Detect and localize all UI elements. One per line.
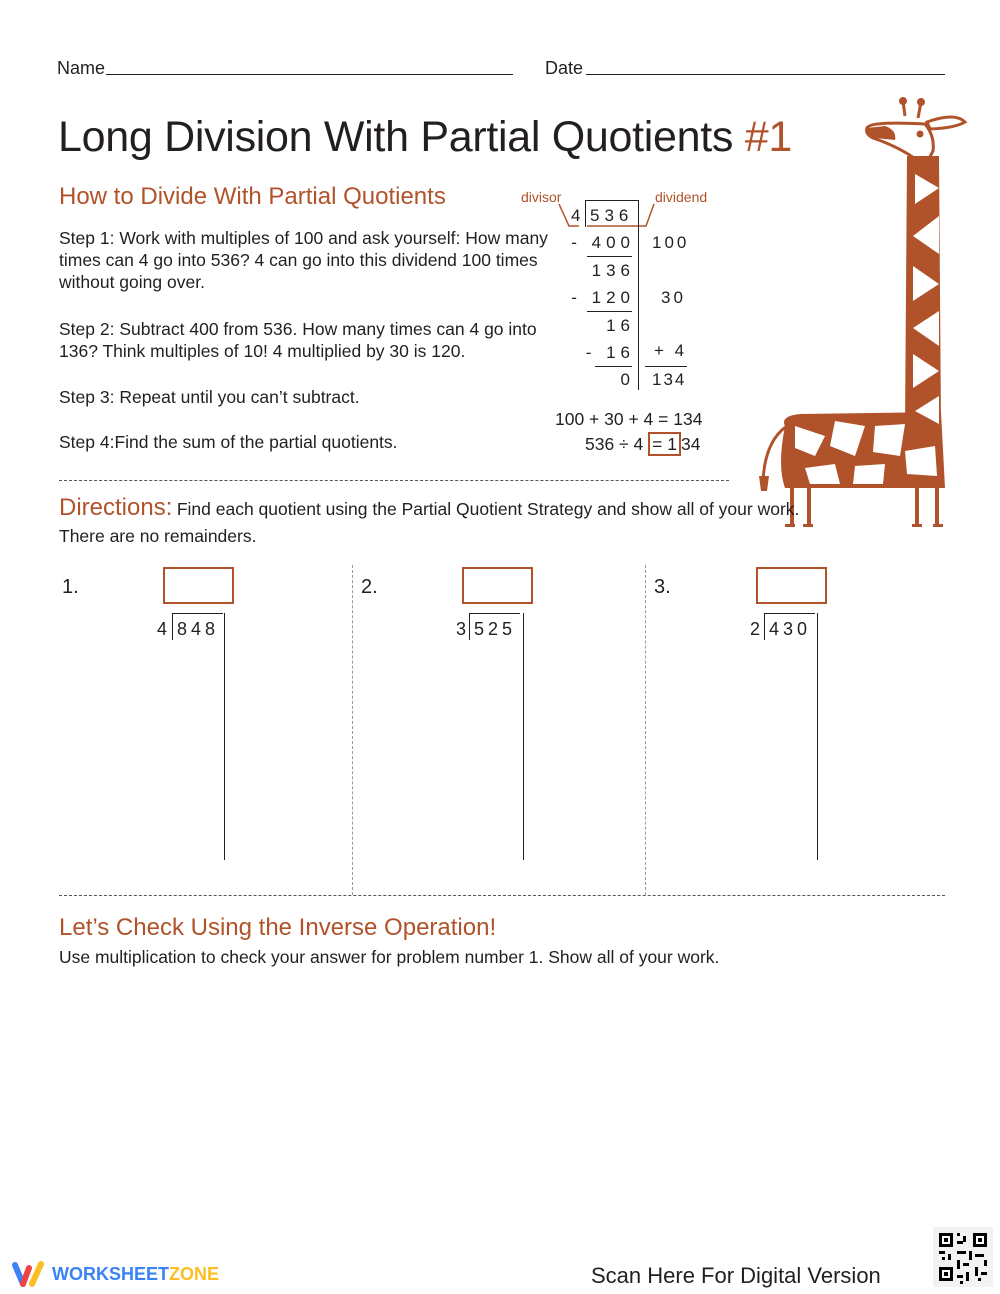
step-4: Step 4:Find the sum of the partial quotients.	[59, 432, 398, 452]
name-field[interactable]	[106, 74, 513, 75]
directions	[59, 494, 799, 522]
date-field[interactable]	[586, 74, 945, 75]
qr-code-icon[interactable]	[933, 1227, 993, 1287]
example-divisor: 4	[571, 206, 581, 225]
directions-text: Find each quotient using the Partial Quotient Strategy and show all of your work.	[176, 499, 800, 519]
example-row-left: - 16	[585, 343, 635, 362]
name-label: Name	[57, 58, 106, 78]
answer-box[interactable]	[756, 567, 827, 604]
check-work-area[interactable]	[59, 980, 945, 1210]
work-line	[224, 613, 225, 860]
example-divider	[638, 200, 639, 390]
check-text: Use multiplication to check your answer for problem number 1. Show all of your work.	[59, 947, 720, 967]
step-2: Step 2: Subtract 400 from 536. How many times can 4 go into 136? Think multiples of 10! 4 multiplied by 30 is 120.	[59, 319, 537, 361]
check-heading: Let’s Check Using the Inverse Operation!	[59, 914, 497, 941]
problem-divisor: 2	[750, 619, 761, 639]
example-row-right: 134	[652, 370, 687, 389]
example-row-left: 136	[591, 261, 635, 280]
final-equation-boxed: = 1	[648, 432, 681, 456]
problem-number: 1.	[62, 576, 79, 598]
example-row-left: - 400	[571, 233, 635, 252]
example-row-left: 16	[606, 316, 635, 335]
scan-text: Scan Here For Digital Version	[591, 1263, 881, 1288]
work-line	[523, 613, 524, 860]
date-label: Date	[545, 58, 584, 78]
brand-name-part1: WORKSHEET	[52, 1263, 169, 1284]
final-equation-right: 34	[680, 434, 701, 454]
divisor-label: divisor	[521, 189, 562, 205]
title-text: Long Division With Partial Quotients	[58, 113, 734, 161]
section-divider	[59, 895, 945, 896]
problem-dividend: 848	[172, 613, 223, 640]
directions-label: Directions:	[59, 494, 173, 521]
title-number: #1	[744, 113, 793, 161]
column-divider	[645, 565, 646, 895]
brand-name-part2: ZONE	[169, 1263, 220, 1284]
problem-number: 2.	[361, 576, 378, 598]
final-equation	[585, 434, 700, 455]
step-1: Step 1: Work with multiples of 100 and ask yourself: How many times can 4 go into 536? 4 can go into this dividend 100 times without going over.	[59, 228, 548, 292]
howto-heading: How to Divide With Partial Quotients	[59, 183, 446, 210]
problem-dividend: 430	[764, 613, 815, 640]
example-row-right: 100	[652, 233, 690, 252]
problem-dividend: 525	[469, 613, 520, 640]
example-row-left: 0	[620, 370, 635, 389]
example-row-right: + 4	[654, 341, 688, 360]
final-equation-left: 536 ÷ 4	[585, 434, 644, 454]
problem-divisor: 3	[456, 619, 467, 639]
worksheetzone-logo-icon	[10, 1260, 48, 1288]
example-dividend: 536	[590, 206, 634, 225]
sum-equation: 100 + 30 + 4 = 134	[555, 409, 703, 429]
column-divider	[352, 565, 353, 895]
brand-logo	[10, 1260, 219, 1288]
example-row-right: 30	[661, 288, 686, 307]
problem-number: 3.	[654, 576, 671, 598]
problem-divisor: 4	[157, 619, 168, 639]
directions-subtext: There are no remainders.	[59, 526, 257, 546]
answer-box[interactable]	[462, 567, 533, 604]
work-line	[817, 613, 818, 860]
page-title	[58, 113, 792, 162]
section-divider	[59, 480, 729, 481]
giraffe-illustration	[755, 96, 970, 531]
step-3: Step 3: Repeat until you can’t subtract.	[59, 387, 360, 407]
answer-box[interactable]	[163, 567, 234, 604]
dividend-label: dividend	[655, 189, 708, 205]
example-row-left: - 120	[571, 288, 635, 307]
